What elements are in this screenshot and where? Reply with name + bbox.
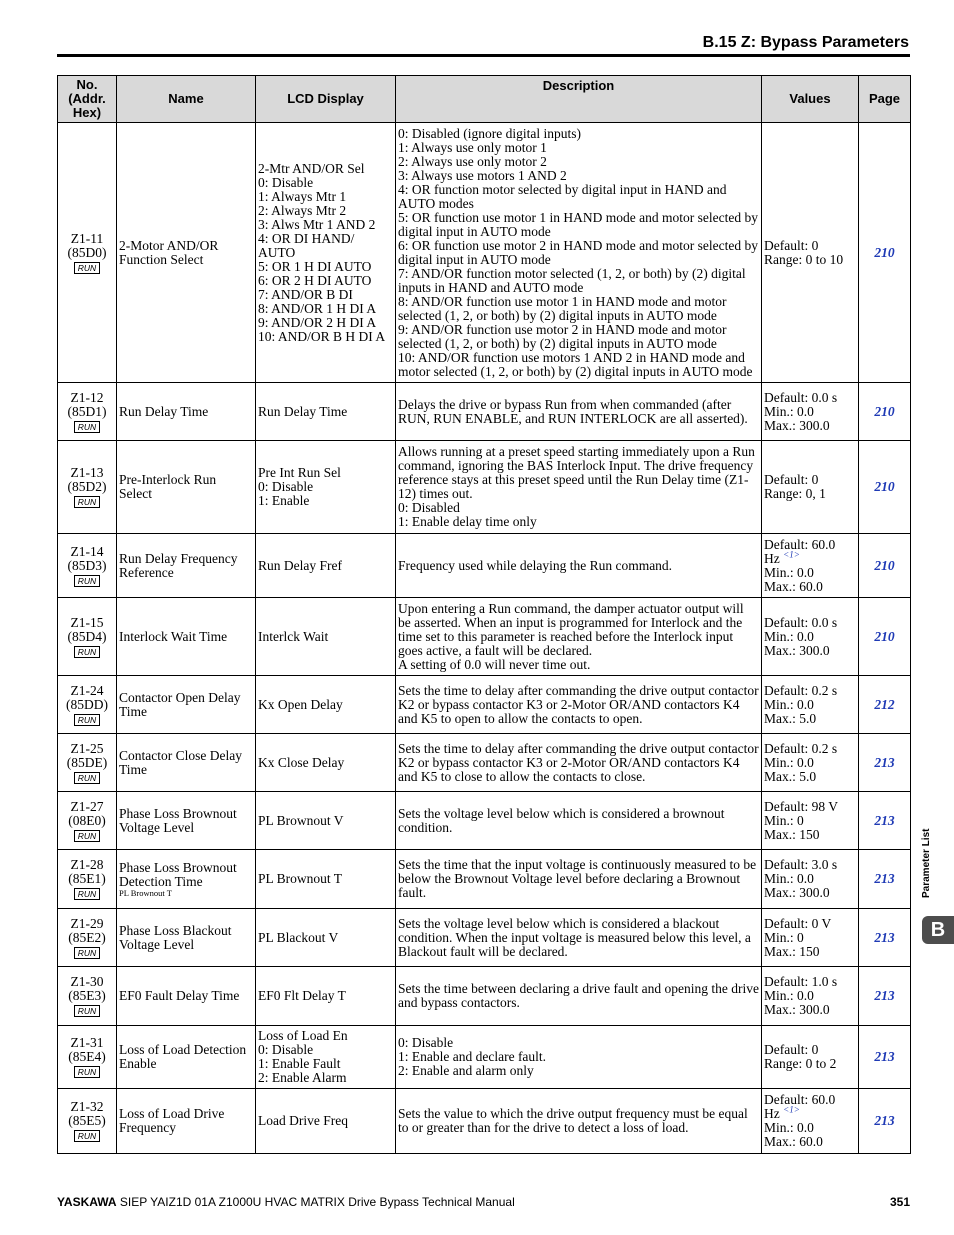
parameter-name: Interlock Wait Time xyxy=(119,628,228,644)
run-badge: RUN xyxy=(74,496,100,508)
table-row xyxy=(58,792,911,850)
page-reference-link[interactable]: 213 xyxy=(859,1026,911,1089)
lcd-display-cell: Kx Open Delay xyxy=(256,676,396,734)
table-row xyxy=(58,441,911,534)
parameter-name-cell xyxy=(117,534,256,598)
description-cell: Sets the voltage level below which is considered a blackout condition. When the input voltage is measured below this level, a Blackout fault will be declared. xyxy=(396,909,762,967)
lcd-display-cell: Loss of Load En 0: Disable 1: Enable Fault 2: Enable Alarm xyxy=(256,1026,396,1089)
values-cell xyxy=(762,909,859,967)
values-text: Min.: 0.0 Max.: 60.0 xyxy=(764,1120,823,1149)
page-reference-link[interactable]: 210 xyxy=(859,383,911,441)
parameter-number-cell xyxy=(58,676,117,734)
parameter-name: Phase Loss Brownout Voltage Level xyxy=(119,805,237,835)
values-text: Default: 0 Range: 0 to 10 xyxy=(764,237,844,267)
values-cell xyxy=(762,598,859,676)
values-cell xyxy=(762,1089,859,1154)
run-badge: RUN xyxy=(74,646,100,658)
parameter-name-cell xyxy=(117,1026,256,1089)
parameter-name-cell xyxy=(117,850,256,909)
values-text: Default: 3.0 s Min.: 0.0 Max.: 300.0 xyxy=(764,857,838,900)
run-badge: RUN xyxy=(74,830,100,842)
page-reference-link[interactable]: 213 xyxy=(859,909,911,967)
lcd-display-cell: Kx Close Delay xyxy=(256,734,396,792)
parameter-name-cell xyxy=(117,792,256,850)
footer-text: SIEP YAIZ1D 01A Z1000U HVAC MATRIX Drive Bypass Technical Manual xyxy=(116,1195,515,1209)
run-badge: RUN xyxy=(74,421,100,433)
values-cell xyxy=(762,734,859,792)
page-reference-link[interactable]: 213 xyxy=(859,850,911,909)
parameter-number: Z1-29 (85E2) xyxy=(68,915,106,945)
lcd-display-cell: Run Delay Fref xyxy=(256,534,396,598)
parameter-name-cell xyxy=(117,1089,256,1154)
run-badge: RUN xyxy=(74,575,100,587)
parameter-name-cell xyxy=(117,383,256,441)
lcd-display-cell: PL Blackout V xyxy=(256,909,396,967)
parameter-name-note: PL Brownout T xyxy=(119,887,172,898)
lcd-display-cell: PL Brownout V xyxy=(256,792,396,850)
lcd-display-cell: PL Brownout T xyxy=(256,850,396,909)
description-cell: Sets the voltage level below which is considered a brownout condition. xyxy=(396,792,762,850)
column-header-name: Name xyxy=(117,76,256,123)
table-row xyxy=(58,734,911,792)
parameter-number-cell xyxy=(58,1026,117,1089)
table-row xyxy=(58,1089,911,1154)
description-cell: Sets the value to which the drive output frequency must be equal to or greater than for the drive to detect a loss of load. xyxy=(396,1089,762,1154)
values-default: Default: 60.0 Hz xyxy=(764,536,836,566)
parameter-number: Z1-24 (85DD) xyxy=(66,682,108,712)
parameter-name-cell xyxy=(117,967,256,1026)
description-cell: Delays the drive or bypass Run from when commanded (after RUN, RUN ENABLE, and RUN INTERLOCK are all asserted). xyxy=(396,383,762,441)
table-row xyxy=(58,383,911,441)
table-row xyxy=(58,534,911,598)
values-text: Default: 1.0 s Min.: 0.0 Max.: 300.0 xyxy=(764,974,838,1017)
run-badge: RUN xyxy=(74,1005,100,1017)
column-header-page: Page xyxy=(859,76,911,123)
page-reference-link[interactable]: 210 xyxy=(859,123,911,383)
values-cell xyxy=(762,441,859,534)
lcd-display-cell: EF0 Flt Delay T xyxy=(256,967,396,1026)
lcd-display-cell: Run Delay Time xyxy=(256,383,396,441)
description-cell: Frequency used while delaying the Run command. xyxy=(396,534,762,598)
parameter-number-cell xyxy=(58,598,117,676)
page-reference-link[interactable]: 210 xyxy=(859,441,911,534)
footnote-reference-link[interactable]: <1> xyxy=(783,549,800,559)
column-header-values: Values xyxy=(762,76,859,123)
parameter-name-cell xyxy=(117,734,256,792)
parameter-name: Phase Loss Brownout Detection Time xyxy=(119,859,237,889)
parameter-name: Loss of Load Drive Frequency xyxy=(119,1106,225,1135)
values-cell xyxy=(762,850,859,909)
footer xyxy=(57,1195,910,1209)
table-row xyxy=(58,598,911,676)
page-reference-link[interactable]: 213 xyxy=(859,734,911,792)
column-header-lcd: LCD Display xyxy=(256,76,396,123)
run-badge: RUN xyxy=(74,262,100,274)
parameter-name: EF0 Fault Delay Time xyxy=(119,988,240,1003)
parameter-number: Z1-13 (85D2) xyxy=(67,465,107,494)
column-header-description: Description xyxy=(396,76,762,123)
table-row xyxy=(58,1026,911,1089)
footer-brand: YASKAWA xyxy=(57,1195,117,1209)
title-rule xyxy=(57,54,910,57)
lcd-display-cell: 2-Mtr AND/OR Sel 0: Disable 1: Always Mtr 1 2: Always Mtr 2 3: Alws Mtr 1 AND 2 4: OR DI HAND/ AUTO 5: OR 1 H DI AUTO 6: OR 2 H DI AUTO 7: AND/OR B DI 8: AND/OR 1 H DI A 9: AND/OR 2 H DI A 10: AND/OR B H DI A xyxy=(256,123,396,383)
values-text: Default: 0.2 s Min.: 0.0 Max.: 5.0 xyxy=(764,740,838,784)
values-text: Default: 98 V Min.: 0 Max.: 150 xyxy=(764,798,838,842)
footer-page-number: 351 xyxy=(889,1195,910,1209)
parameter-number: Z1-11 (85D0) xyxy=(67,230,107,260)
run-badge: RUN xyxy=(74,1130,100,1142)
parameter-number-cell xyxy=(58,534,117,598)
description-cell: Upon entering a Run command, the damper actuator output will be asserted. When an input is programmed for Interlock and the time set to this parameter is reached before the Interlock input goes active, a fault will be declared. A setting of 0.0 will never time out. xyxy=(396,598,762,676)
parameter-number: Z1-25 (85DE) xyxy=(66,740,108,770)
parameter-name-cell xyxy=(117,676,256,734)
parameter-number-cell xyxy=(58,967,117,1026)
run-badge: RUN xyxy=(74,1066,100,1078)
values-text: Default: 0.0 s Min.: 0.0 Max.: 300.0 xyxy=(764,389,838,433)
table-row xyxy=(58,909,911,967)
column-header-no: No. (Addr. Hex) xyxy=(58,76,117,123)
footnote-reference-link[interactable]: <1> xyxy=(783,1104,800,1115)
parameter-number: Z1-15 (85D4) xyxy=(67,614,107,644)
parameter-name: Contactor Open Delay Time xyxy=(119,689,241,719)
page-reference-link[interactable]: 210 xyxy=(859,598,911,676)
side-tab[interactable]: B xyxy=(922,916,954,944)
description-cell: Sets the time to delay after commanding the drive output contactor K2 or bypass contactor K3 or 2-Motor OR/AND contactors K4 and K5 to open to allow the contacts to open. xyxy=(396,676,762,734)
page-reference-link[interactable]: 212 xyxy=(859,676,911,734)
description-cell: 0: Disable 1: Enable and declare fault. 2: Enable and alarm only xyxy=(396,1026,762,1089)
parameter-number-cell xyxy=(58,383,117,441)
parameter-number: Z1-27 (08E0) xyxy=(68,798,106,828)
parameter-number-cell xyxy=(58,734,117,792)
parameter-number-cell xyxy=(58,792,117,850)
parameter-number: Z1-14 (85D3) xyxy=(67,543,107,573)
parameter-number-cell xyxy=(58,441,117,534)
values-cell xyxy=(762,534,859,598)
section-title: B.15 Z: Bypass Parameters xyxy=(702,34,909,51)
parameter-number-cell xyxy=(58,850,117,909)
page-reference-link[interactable]: 213 xyxy=(859,792,911,850)
values-default: Default: 60.0 Hz xyxy=(764,1092,836,1121)
table-row xyxy=(58,967,911,1026)
parameter-name-cell xyxy=(117,441,256,534)
lcd-display-cell: Pre Int Run Sel 0: Disable 1: Enable xyxy=(256,441,396,534)
description-cell: Allows running at a preset speed starting immediately upon a Run command, ignoring the BAS Interlock Input. The drive frequency reference stays at this preset speed until the Run Delay time (Z1-12) times out. 0: Disabled 1: Enable delay time only xyxy=(396,441,762,534)
parameter-table xyxy=(57,75,911,1154)
table-row xyxy=(58,676,911,734)
parameter-name: Run Delay Time xyxy=(119,403,209,419)
lcd-display-cell: Load Drive Freq xyxy=(256,1089,396,1154)
lcd-display-cell: Interlck Wait xyxy=(256,598,396,676)
values-cell xyxy=(762,792,859,850)
parameter-number: Z1-28 (85E1) xyxy=(68,857,106,886)
parameter-number-cell xyxy=(58,123,117,383)
parameter-name-cell xyxy=(117,123,256,383)
table-row xyxy=(58,123,911,383)
parameter-name-cell xyxy=(117,598,256,676)
parameter-name: 2-Motor AND/OR Function Select xyxy=(119,237,219,267)
values-cell xyxy=(762,383,859,441)
page-reference-link[interactable]: 213 xyxy=(859,967,911,1026)
parameter-number: Z1-32 (85E5) xyxy=(68,1099,106,1128)
run-badge: RUN xyxy=(74,888,100,900)
table-row xyxy=(58,850,911,909)
parameter-name: Contactor Close Delay Time xyxy=(119,747,242,777)
parameter-number: Z1-30 (85E3) xyxy=(68,974,106,1003)
run-badge: RUN xyxy=(74,947,100,959)
run-badge: RUN xyxy=(74,772,100,784)
values-cell xyxy=(762,967,859,1026)
parameter-name: Loss of Load Detection Enable xyxy=(119,1042,247,1071)
values-cell xyxy=(762,123,859,383)
run-badge: RUN xyxy=(74,714,100,726)
values-text: Default: 0 Range: 0 to 2 xyxy=(764,1042,837,1071)
parameter-number: Z1-12 (85D1) xyxy=(67,389,107,419)
parameter-name: Phase Loss Blackout Voltage Level xyxy=(119,922,232,952)
parameter-number-cell xyxy=(58,909,117,967)
table-header-row xyxy=(58,76,911,123)
parameter-name-cell xyxy=(117,909,256,967)
parameter-name: Run Delay Frequency Reference xyxy=(119,550,238,580)
description-cell: Sets the time between declaring a drive fault and opening the drive and bypass contactors. xyxy=(396,967,762,1026)
values-text: Default: 0 V Min.: 0 Max.: 150 xyxy=(764,915,832,959)
values-cell xyxy=(762,676,859,734)
page-reference-link[interactable]: 210 xyxy=(859,534,911,598)
parameter-name: Pre-Interlock Run Select xyxy=(119,472,217,501)
description-cell: Sets the time to delay after commanding the drive output contactor K2 or bypass contactor K3 or 2-Motor OR/AND contactors K4 and K5 to close to allow the contacts to close. xyxy=(396,734,762,792)
description-cell: 0: Disabled (ignore digital inputs) 1: Always use only motor 1 2: Always use only motor 2 3: Always use motors 1 AND 2 4: OR function motor selected by digital input in HAND and AUTO modes 5: OR function use motor 1 in HAND mode and motor selected by digital input in AUTO mode 6: OR function use motor 2 in HAND mode and motor selected by digital input in AUTO mode 7: AND/OR function motor selected (1, 2, or both) by (2) digital inputs in HAND and AUTO mode 8: AND/OR function use motor 1 in HAND mode and motor selected (1, 2, or both) by (2) digital inputs in AUTO mode 9: AND/OR function use motor 2 in HAND mode and motor selected (1, 2, or both) by (2) digital inputs in AUTO mode 10: AND/OR function use motors 1 AND 2 in HAND mode and motor selected (1, 2, or both) by (2) digital inputs in AUTO mode xyxy=(396,123,762,383)
parameter-number-cell xyxy=(58,1089,117,1154)
values-text: Default: 0 Range: 0, 1 xyxy=(764,472,826,501)
parameter-number: Z1-31 (85E4) xyxy=(68,1035,106,1064)
values-text: Default: 0.0 s Min.: 0.0 Max.: 300.0 xyxy=(764,614,838,658)
page-reference-link[interactable]: 213 xyxy=(859,1089,911,1154)
values-text: Min.: 0.0 Max.: 60.0 xyxy=(764,564,823,594)
values-text: Default: 0.2 s Min.: 0.0 Max.: 5.0 xyxy=(764,682,838,726)
description-cell: Sets the time that the input voltage is continuously measured to be below the Brownout Voltage level before declaring a Brownout fault. xyxy=(396,850,762,909)
values-cell xyxy=(762,1026,859,1089)
